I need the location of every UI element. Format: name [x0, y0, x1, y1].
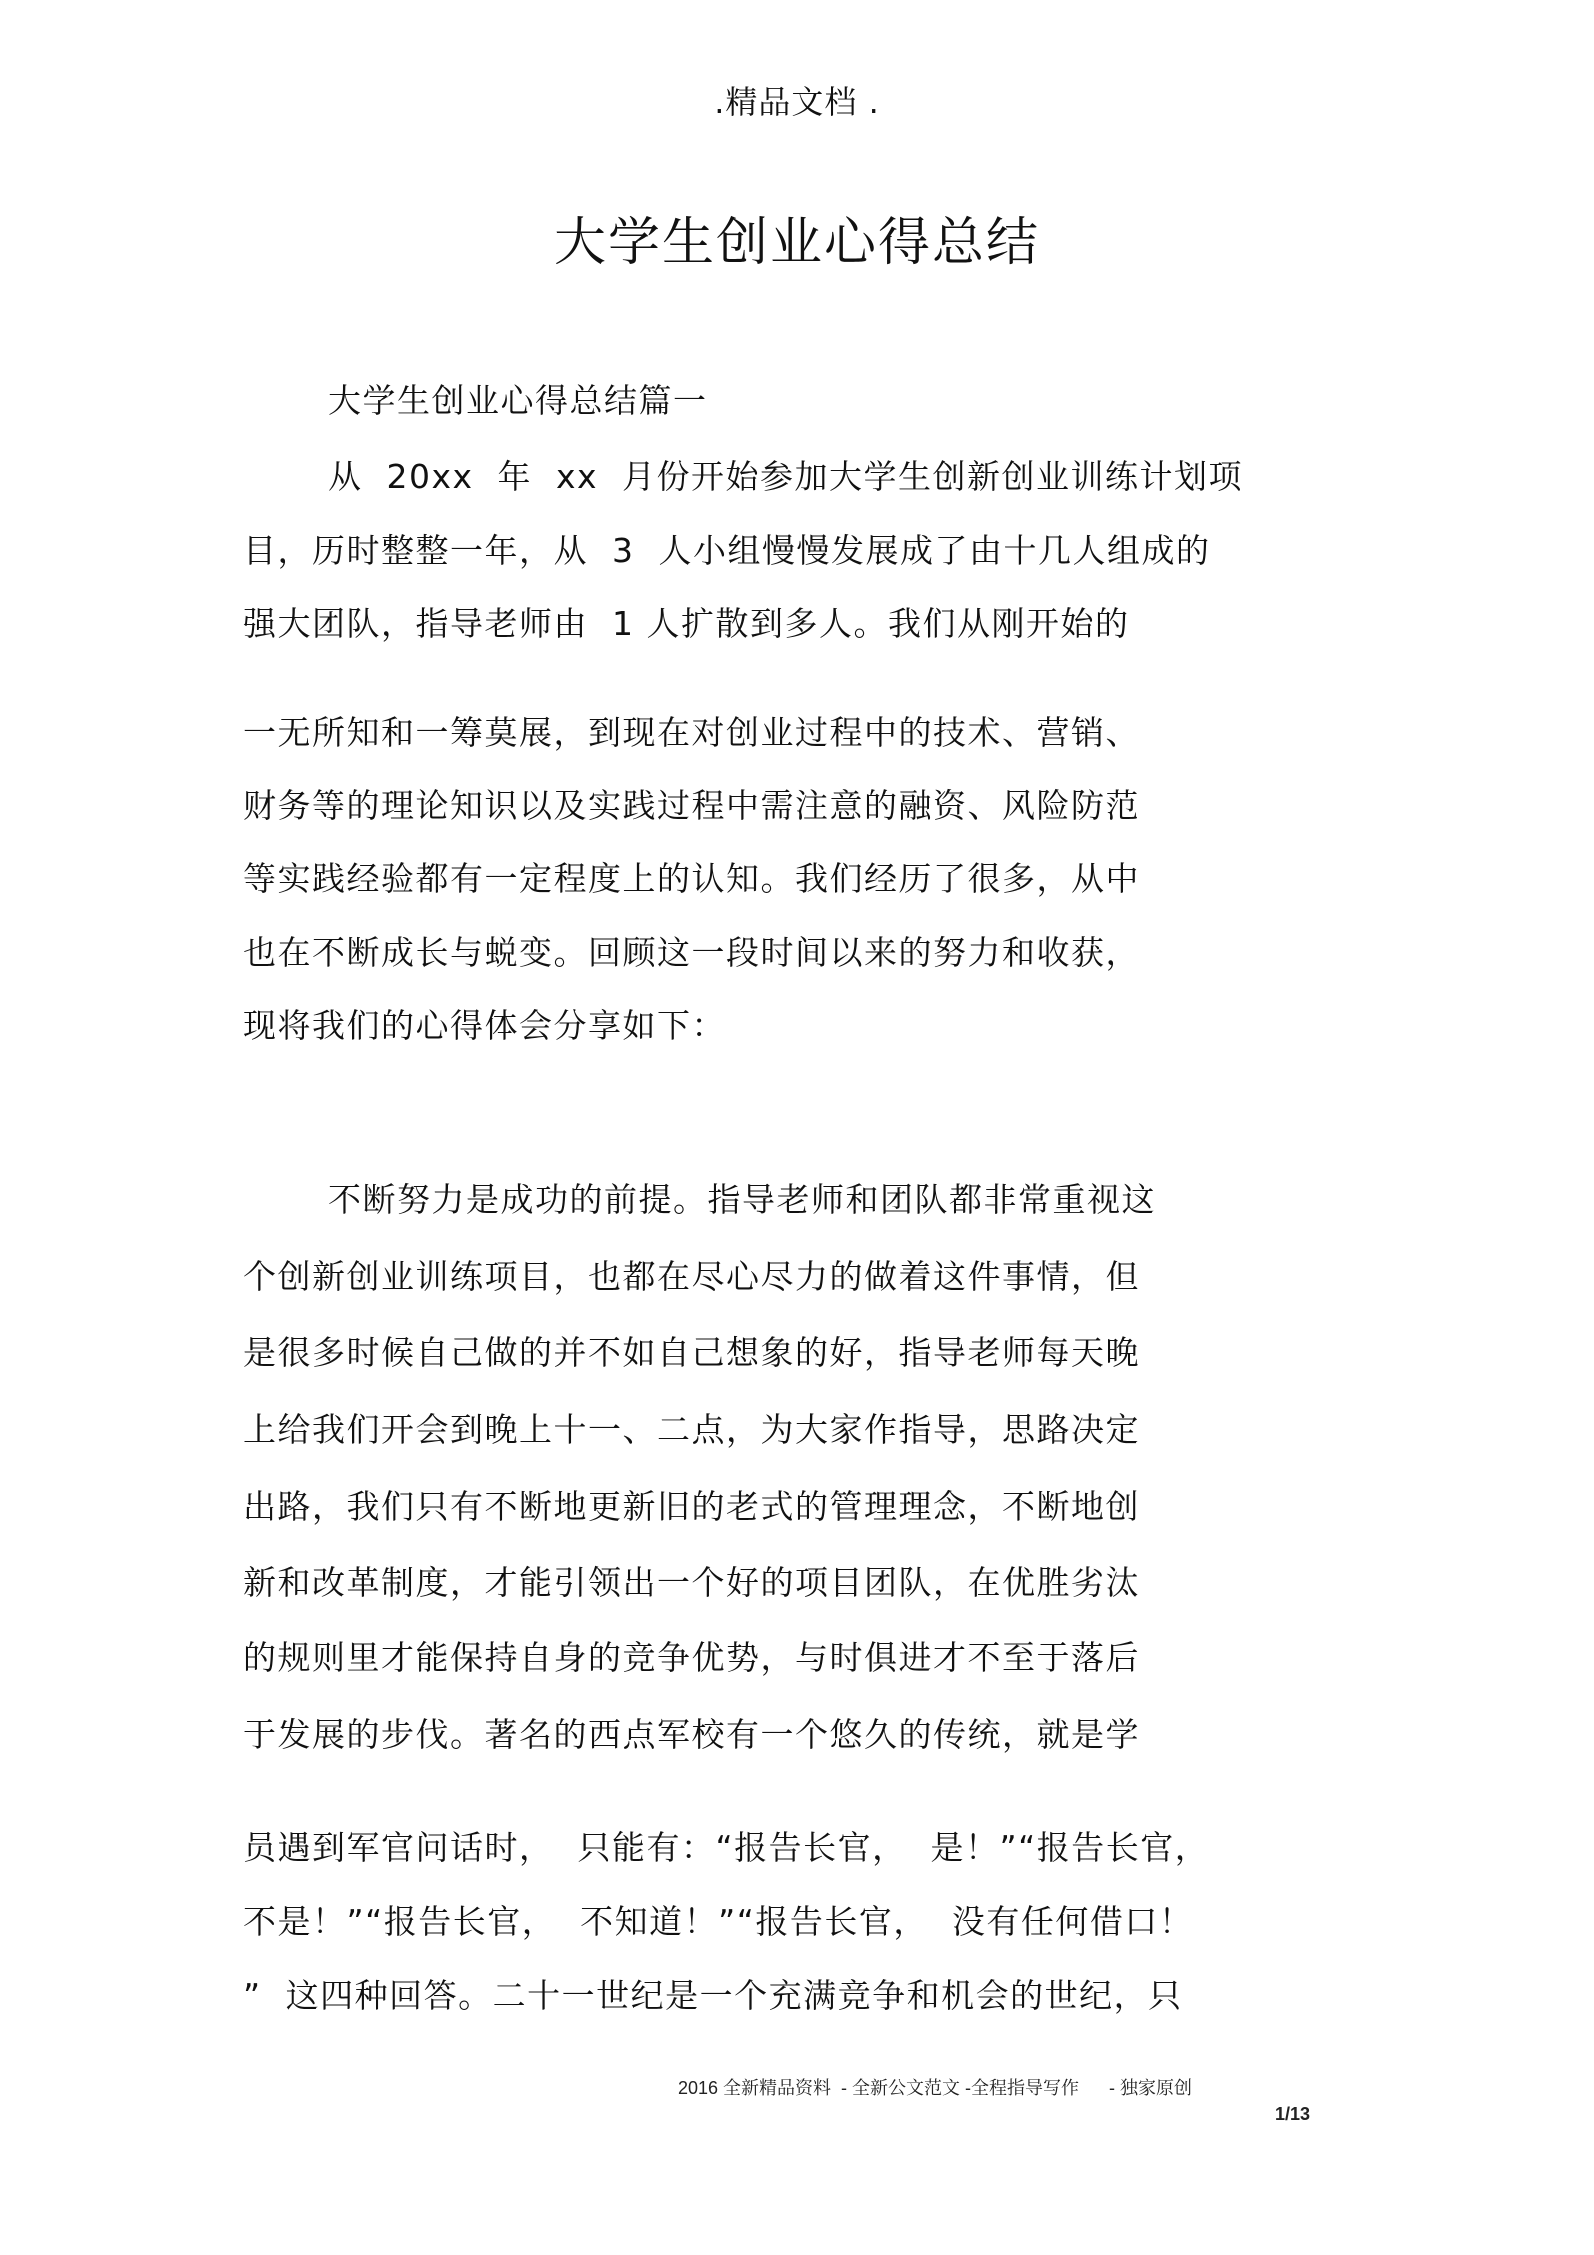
paragraph-line: ” 这四种回答。二十一世纪是一个充满竞争和机会的世纪，只 [243, 1976, 1183, 2015]
paragraph-line: 不断努力是成功的前提。指导老师和团队都非常重视这 [328, 1180, 1156, 1219]
paragraph-line: 财务等的理论知识以及实践过程中需注意的融资、风险防范 [243, 786, 1140, 825]
paragraph-line: 现将我们的心得体会分享如下： [243, 1006, 726, 1045]
paragraph-line: 上给我们开会到晚上十一、二点，为大家作指导，思路决定 [243, 1410, 1140, 1449]
footer-text: 2016 全新精品资料 - 全新公文范文 -全程指导写作 - 独家原创 [678, 2078, 1193, 2098]
page-number: 1/13 [1274, 2104, 1310, 2124]
paragraph-line: 员遇到军官问话时， 只能有：“报告长官， 是！”“报告长官， [243, 1828, 1210, 1867]
paragraph-line: 目，历时整整一年，从 3 人小组慢慢发展成了由十几人组成的 [243, 531, 1211, 570]
paragraph-line: 于发展的步伐。著名的西点军校有一个悠久的传统，就是学 [243, 1715, 1140, 1754]
paragraph-line: 新和改革制度，才能引领出一个好的项目团队，在优胜劣汰 [243, 1563, 1140, 1602]
paragraph-line: 等实践经验都有一定程度上的认知。我们经历了很多，从中 [243, 859, 1140, 898]
section-heading: 大学生创业心得总结篇一 [328, 381, 708, 420]
paragraph-line: 个创新创业训练项目，也都在尽心尽力的做着这件事情，但 [243, 1257, 1140, 1296]
paragraph-line: 出路，我们只有不断地更新旧的老式的管理理念，不断地创 [243, 1487, 1140, 1526]
paragraph-line: 强大团队，指导老师由 1 人扩散到多人。我们从刚开始的 [243, 604, 1130, 643]
header-watermark: .精品文档 . [714, 83, 880, 121]
paragraph-line: 是很多时候自己做的并不如自己想象的好，指导老师每天晚 [243, 1333, 1140, 1372]
paragraph-line: 的规则里才能保持自身的竞争优势，与时俱进才不至于落后 [243, 1638, 1140, 1677]
paragraph-line: 从 20xx 年 xx 月份开始参加大学生创新创业训练计划项 [328, 457, 1244, 496]
paragraph-line: 不是！”“报告长官， 不知道！”“报告长官， 没有任何借口！ [243, 1902, 1194, 1941]
paragraph-line: 也在不断成长与蜕变。回顾这一段时间以来的努力和收获， [243, 933, 1140, 972]
paragraph-line: 一无所知和一筹莫展，到现在对创业过程中的技术、营销、 [243, 713, 1140, 752]
document-title: 大学生创业心得总结 [553, 213, 1040, 273]
